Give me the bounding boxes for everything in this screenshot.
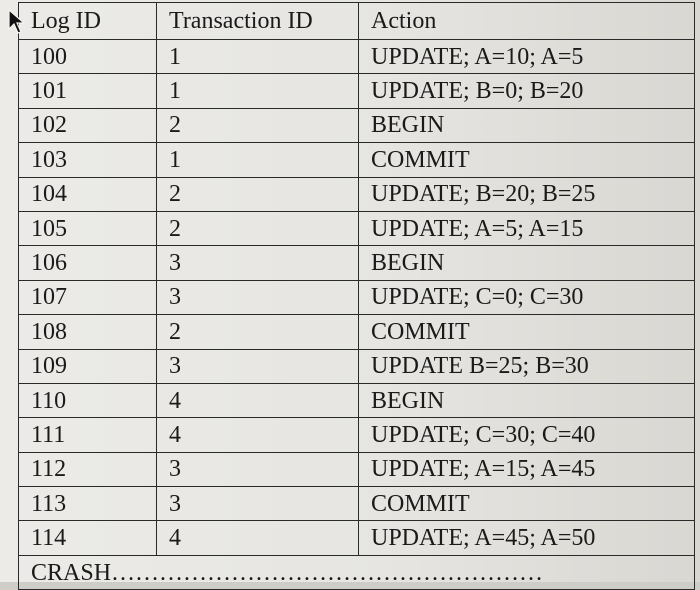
log-id-cell: 112	[19, 452, 157, 486]
table-row	[19, 177, 695, 211]
log-id-cell: 113	[19, 487, 157, 521]
log-id-cell: 107	[19, 280, 157, 314]
table-row	[19, 246, 695, 280]
log-id-header: Log ID	[19, 3, 157, 40]
log-id-cell: 102	[19, 108, 157, 142]
table-row	[19, 143, 695, 177]
log-id-cell: 110	[19, 383, 157, 417]
transaction-id-cell: 3	[157, 246, 359, 280]
transaction-id-cell: 2	[157, 211, 359, 245]
transaction-id-cell: 1	[157, 74, 359, 108]
log-id-cell: 101	[19, 74, 157, 108]
action-cell: BEGIN	[359, 383, 695, 417]
action-cell: UPDATE; A=45; A=50	[359, 521, 695, 555]
transaction-id-cell: 4	[157, 383, 359, 417]
action-cell: UPDATE; A=5; A=15	[359, 211, 695, 245]
transaction-id-cell: 3	[157, 487, 359, 521]
table-row	[19, 521, 695, 555]
table-row	[19, 487, 695, 521]
table-row	[19, 108, 695, 142]
transaction-id-cell: 1	[157, 40, 359, 74]
table-row	[19, 74, 695, 108]
table-row	[19, 452, 695, 486]
log-id-cell: 100	[19, 40, 157, 74]
table-row	[19, 383, 695, 417]
transaction-id-cell: 4	[157, 521, 359, 555]
action-cell: COMMIT	[359, 143, 695, 177]
transaction-id-cell: 3	[157, 349, 359, 383]
transaction-id-header: Transaction ID	[157, 3, 359, 40]
action-cell: UPDATE; C=30; C=40	[359, 418, 695, 452]
action-cell: UPDATE B=25; B=30	[359, 349, 695, 383]
table-row	[19, 349, 695, 383]
transaction-id-cell: 3	[157, 452, 359, 486]
crash-row	[19, 555, 695, 589]
header-row	[19, 3, 695, 40]
mouse-pointer-icon	[8, 9, 28, 35]
log-id-cell: 108	[19, 315, 157, 349]
log-body	[19, 40, 695, 556]
log-id-cell: 103	[19, 143, 157, 177]
log-id-cell: 111	[19, 418, 157, 452]
transaction-id-cell: 2	[157, 177, 359, 211]
log-id-cell: 109	[19, 349, 157, 383]
transaction-id-cell: 4	[157, 418, 359, 452]
action-cell: UPDATE; A=15; A=45	[359, 452, 695, 486]
table-row	[19, 280, 695, 314]
action-cell: BEGIN	[359, 246, 695, 280]
table-row	[19, 418, 695, 452]
table-row	[19, 315, 695, 349]
table-row	[19, 40, 695, 74]
log-id-cell: 105	[19, 211, 157, 245]
transaction-id-cell: 2	[157, 108, 359, 142]
log-id-cell: 104	[19, 177, 157, 211]
transaction-id-cell: 1	[157, 143, 359, 177]
crash-text: CRASH………………………………………………	[31, 559, 544, 586]
transaction-log-table	[18, 2, 695, 590]
action-cell: UPDATE; C=0; C=30	[359, 280, 695, 314]
action-cell: COMMIT	[359, 487, 695, 521]
transaction-id-cell: 2	[157, 315, 359, 349]
action-cell: BEGIN	[359, 108, 695, 142]
log-id-cell: 114	[19, 521, 157, 555]
action-cell: UPDATE; A=10; A=5	[359, 40, 695, 74]
action-cell: COMMIT	[359, 315, 695, 349]
table-row	[19, 211, 695, 245]
action-header: Action	[359, 3, 695, 40]
action-cell: UPDATE; B=20; B=25	[359, 177, 695, 211]
crash-marker	[19, 555, 695, 589]
transaction-id-cell: 3	[157, 280, 359, 314]
action-cell: UPDATE; B=0; B=20	[359, 74, 695, 108]
log-id-cell: 106	[19, 246, 157, 280]
